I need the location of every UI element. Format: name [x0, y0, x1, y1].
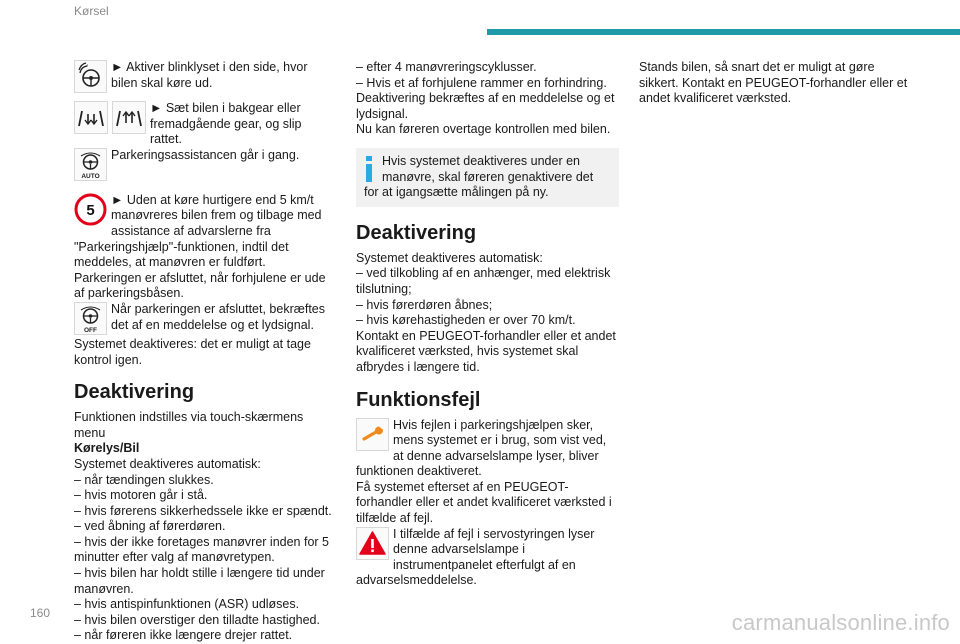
paragraph: Når parkeringen er afsluttet, bekræftes det af en meddelelse og et lydsignal. — [111, 301, 325, 332]
section-heading-malfunction: Funktionsfejl — [356, 388, 481, 411]
wrench-icon — [356, 418, 389, 451]
paragraph: ► Sæt bilen i bakgear eller fremadgående gear, og slip rattet. — [150, 101, 302, 147]
paragraph: ► Aktiver blinklyset i den side, hvor bilen skal køre ud. — [111, 60, 308, 90]
paragraph: Systemet deaktiveres automatisk: — [356, 250, 543, 265]
info-box — [356, 148, 619, 207]
list-item: – hvis motoren går i stå. — [74, 488, 208, 503]
paragraph: I tilfælde af fejl i servostyringen lyser denne advarselslampe i instrumentpanelet efterfulgt af en advarselsmeddelelse. — [356, 526, 595, 588]
running-header: Kørsel — [74, 4, 109, 18]
page-number: 160 — [30, 606, 51, 620]
section-heading-deactivation: Deaktivering — [356, 221, 477, 244]
steering-wheel-icon — [74, 60, 107, 93]
paragraph: ► Uden at køre hurtigere end 5 km/t manøvreres bilen frem og tilbage med assistance af advarslerne fra "Parkeringshjælp"-funktionen, indtil det meddeles, at manøvren er fuldført. — [74, 192, 322, 270]
reverse-parking-icon — [74, 101, 108, 134]
column-2 — [356, 60, 619, 589]
off-label: OFF — [84, 326, 97, 334]
section-heading-deactivation: Deaktivering — [74, 381, 195, 404]
list-item: – hvis bilen har holdt stille i længere tid under manøvren. — [74, 566, 325, 596]
paragraph: Parkeringsassistancen går i gang. — [111, 147, 300, 162]
auto-label: AUTO — [81, 172, 100, 180]
list-item: – hvis bilen overstiger den tilladte hastighed. — [74, 612, 320, 627]
watermark: carmanualsonline.info — [731, 610, 950, 635]
paragraph: Nu kan føreren overtage kontrollen med bilen. — [356, 122, 611, 137]
paragraph: Stands bilen, så snart det er muligt at gøre sikkert. Kontakt en PEUGEOT-forhandler eller et andet kvalificeret værksted. — [639, 60, 908, 106]
header-accent-bar — [487, 29, 960, 35]
paragraph: Systemet deaktiveres: det er muligt at tage kontrol igen. — [74, 336, 311, 367]
paragraph: Funktionen indstilles via touch-skærmens menu Kørelys/Bil — [74, 410, 304, 456]
park-assist-off-icon — [74, 302, 107, 335]
steering-warning — [356, 527, 619, 589]
park-assist-end — [74, 302, 336, 337]
forward-parking-icon — [112, 101, 146, 134]
paragraph: Hvis fejlen i parkeringshjælpen sker, mens systemet er i brug, som vist ved, at denne advarselslampe lyser, bliver funktionen deaktiveret. — [356, 417, 607, 479]
list-item: – ved tilkobling af en anhænger, med elektrisk tilslutning; — [356, 266, 611, 296]
park-assist-start — [74, 148, 336, 183]
list-item: – ved åbning af førerdøren. — [74, 519, 226, 534]
paragraph: Kontakt en PEUGEOT-forhandler eller et andet kvalificeret værksted, hvis systemet skal afbrydes i længere tid. — [356, 328, 616, 374]
list-item: – efter 4 manøvreringscyklusser. — [356, 60, 537, 74]
speed-limit-badge — [74, 193, 107, 226]
speed-step — [74, 193, 336, 271]
menu-path: Kørelys/Bil — [74, 441, 140, 456]
list-item: – hvis antispinfunktionen (ASR) udløses. — [74, 597, 300, 612]
list-item: – når tændingen slukkes. — [74, 472, 214, 487]
list-item: – hvis førerens sikkerhedssele ikke er spændt. — [74, 503, 332, 518]
paragraph: Få systemet efterset af en PEUGEOT-forhandler eller et andet kvalificeret værksted i tilfælde af fejl. — [356, 479, 612, 526]
park-assist-auto-icon — [74, 148, 107, 181]
list-item: – Hvis et af forhjulene rammer en forhindring. — [356, 75, 607, 90]
wrench-warning — [356, 418, 619, 480]
list-item: – hvis der ikke foretages manøvrer inden for 5 minutter efter valg af manøvretypen. — [74, 534, 329, 565]
list-item: – hvis førerdøren åbnes; — [356, 297, 493, 312]
paragraph: Systemet deaktiveres automatisk: — [74, 456, 261, 471]
info-text: Hvis systemet deaktiveres under en manøvre, skal føreren genaktivere det for at igangsætte målingen på ny. — [364, 153, 594, 200]
gear-step — [74, 101, 336, 148]
info-icon — [364, 156, 374, 182]
speed-limit-value: 5 — [86, 201, 95, 219]
list-item: – når føreren ikke længere drejer rattet. — [74, 628, 293, 643]
list-item: – hvis kørehastigheden er over 70 km/t. — [356, 313, 576, 328]
paragraph: Deaktivering bekræftes af en meddelelse og et lydsignal. — [356, 91, 615, 121]
turn-signal-step — [74, 60, 336, 95]
column-3 — [639, 60, 909, 107]
paragraph: Parkeringen er afsluttet, når forhjulene er ude af parkeringsbåsen. — [74, 270, 326, 301]
column-1 — [74, 60, 336, 644]
warning-triangle-icon — [356, 527, 389, 560]
